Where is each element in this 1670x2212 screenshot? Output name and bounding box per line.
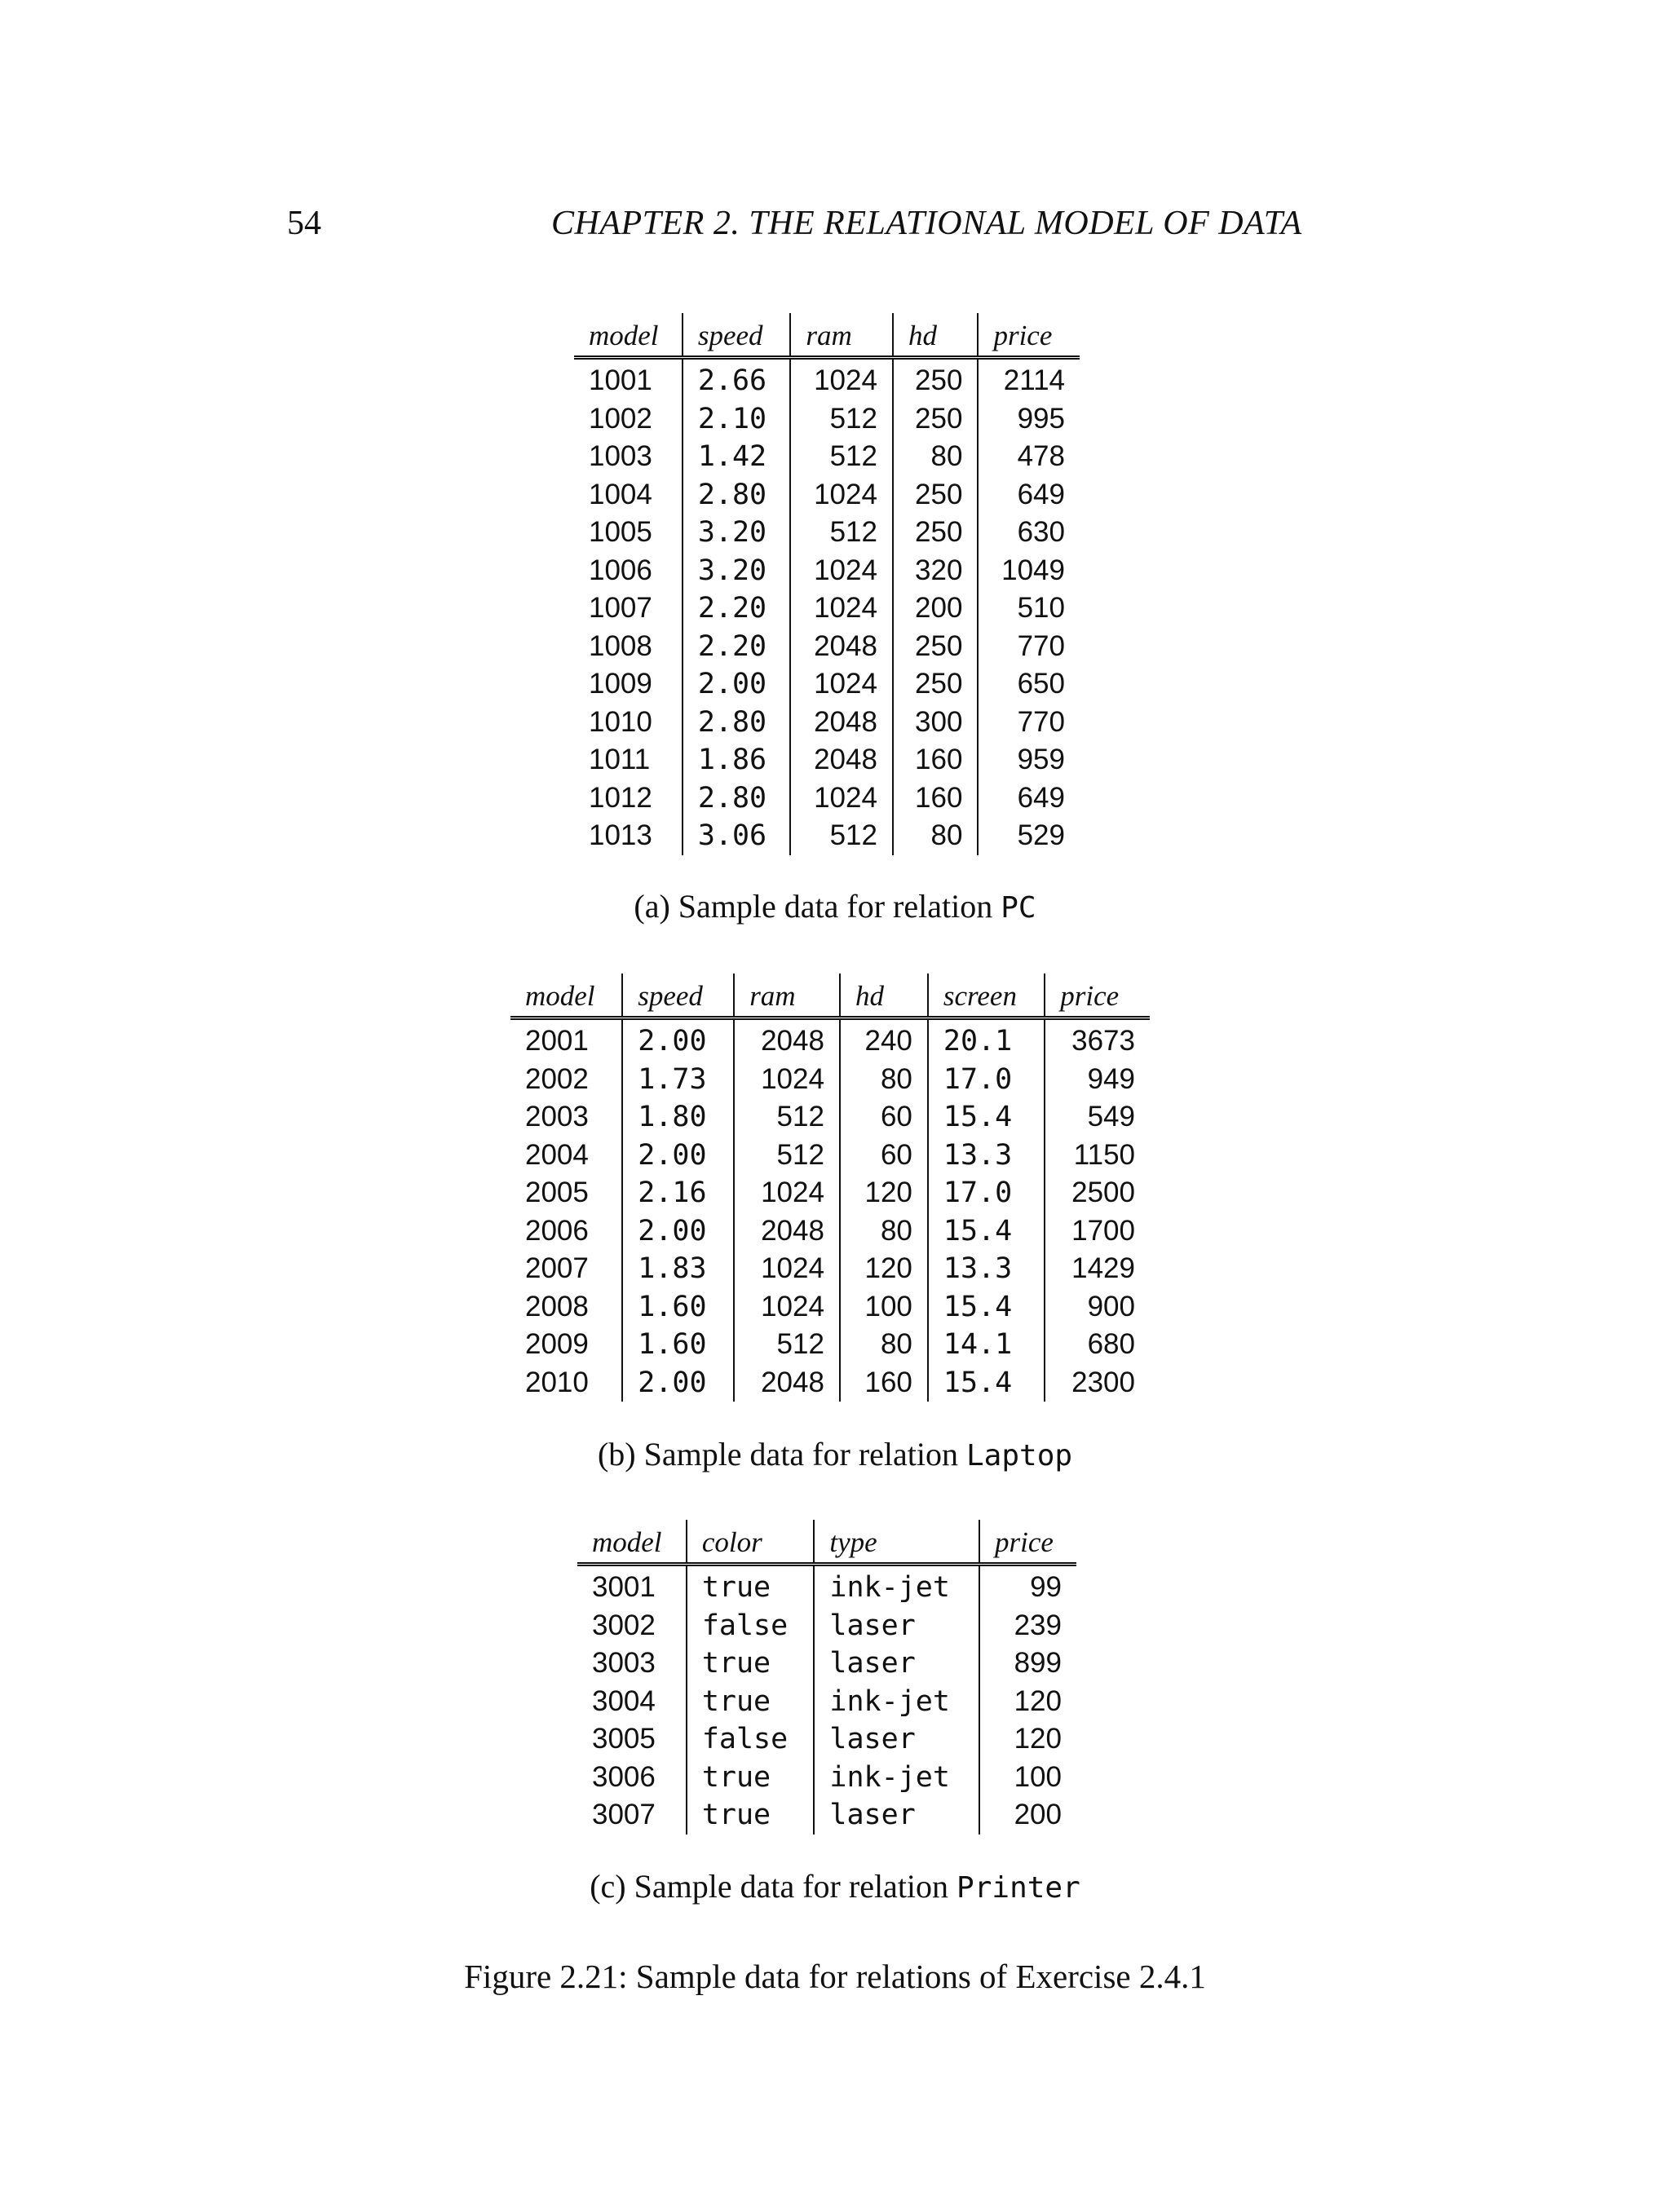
cell-ram: 1024	[790, 589, 893, 628]
cell-model: 1012	[589, 781, 652, 814]
cell-hd: 160	[893, 741, 978, 779]
cell-price: 2114	[978, 358, 1080, 400]
table-header-row	[574, 313, 1080, 358]
cell-ram: 2048	[734, 1364, 840, 1402]
cell-ram: 2048	[790, 704, 893, 742]
cell-color: true	[687, 1759, 815, 1797]
cell-hd: 160	[893, 779, 978, 818]
cell-type: ink-jet	[814, 1759, 979, 1797]
figure-caption: Figure 2.21: Sample data for relations of Exercise 2.4.1	[464, 1958, 1206, 1995]
cell-model: 1002	[589, 402, 652, 435]
column-header-speed: speed	[622, 974, 734, 1018]
cell-price: 120	[979, 1683, 1076, 1721]
cell-model: 2004	[525, 1138, 589, 1171]
cell-hd: 250	[893, 665, 978, 704]
cell-color: false	[687, 1607, 815, 1645]
table-row	[574, 665, 1080, 704]
cell-screen: 13.3	[928, 1250, 1045, 1288]
cell-price: 680	[1045, 1326, 1150, 1364]
table-row	[510, 1326, 1150, 1364]
cell-color: true	[687, 1796, 815, 1835]
cell-model: 2005	[525, 1177, 589, 1208]
cell-speed: 2.00	[622, 1212, 734, 1251]
cell-model: 2007	[525, 1252, 589, 1284]
cell-ram: 1024	[790, 779, 893, 818]
table-row	[574, 358, 1080, 400]
laptop-table	[510, 974, 1150, 1402]
cell-model: 1001	[589, 364, 652, 396]
caption-text: (c) Sample data for relation	[590, 1868, 957, 1905]
cell-price: 650	[978, 665, 1080, 704]
table-row	[574, 589, 1080, 628]
cell-model: 3001	[592, 1571, 656, 1603]
table-row	[574, 552, 1080, 590]
cell-price: 949	[1045, 1061, 1150, 1099]
cell-type: laser	[814, 1720, 979, 1759]
cell-speed: 3.20	[683, 552, 791, 590]
cell-color: true	[687, 1645, 815, 1683]
cell-ram: 512	[734, 1137, 840, 1175]
cell-speed: 2.80	[683, 476, 791, 514]
cell-hd: 250	[893, 400, 978, 439]
cell-hd: 250	[893, 476, 978, 514]
cell-price: 1049	[978, 552, 1080, 590]
cell-speed: 2.00	[622, 1018, 734, 1061]
cell-price: 649	[978, 779, 1080, 818]
cell-ram: 512	[790, 514, 893, 552]
cell-hd: 100	[840, 1288, 928, 1327]
cell-speed: 2.66	[683, 358, 791, 400]
column-header-model: model	[577, 1520, 687, 1565]
column-header-price: price	[978, 313, 1080, 358]
cell-price: 959	[978, 741, 1080, 779]
cell-speed: 1.73	[622, 1061, 734, 1099]
column-header-ram: ram	[790, 313, 893, 358]
cell-ram: 512	[790, 438, 893, 476]
column-header-ram: ram	[734, 974, 840, 1018]
column-header-model: model	[510, 974, 622, 1018]
cell-ram: 1024	[734, 1250, 840, 1288]
cell-screen: 15.4	[928, 1098, 1045, 1137]
cell-hd: 320	[893, 552, 978, 590]
caption-text: (b) Sample data for relation	[597, 1436, 966, 1472]
table-row	[577, 1565, 1076, 1607]
cell-ram: 1024	[790, 665, 893, 704]
cell-screen: 15.4	[928, 1364, 1045, 1402]
cell-model: 3003	[592, 1647, 656, 1679]
cell-price: 1700	[1045, 1212, 1150, 1251]
printer-caption	[0, 1864, 1670, 1911]
table-row	[510, 1212, 1150, 1251]
table-row	[510, 1288, 1150, 1327]
cell-type: laser	[814, 1645, 979, 1683]
cell-price: 200	[979, 1796, 1076, 1835]
cell-ram: 2048	[790, 741, 893, 779]
cell-type: laser	[814, 1796, 979, 1835]
cell-price: 649	[978, 476, 1080, 514]
cell-speed: 2.00	[622, 1137, 734, 1175]
cell-model: 2008	[525, 1290, 589, 1322]
cell-model: 1008	[589, 629, 652, 662]
cell-ram: 1024	[790, 476, 893, 514]
cell-speed: 1.80	[622, 1098, 734, 1137]
cell-ram: 2048	[734, 1212, 840, 1251]
table-row	[574, 817, 1080, 855]
caption-relation-name: PC	[1001, 891, 1036, 925]
printer-table	[577, 1520, 1076, 1835]
cell-ram: 512	[790, 400, 893, 439]
cell-speed: 1.60	[622, 1288, 734, 1327]
cell-speed: 3.06	[683, 817, 791, 855]
cell-model: 3005	[592, 1723, 656, 1755]
cell-speed: 2.00	[683, 665, 791, 704]
pc-caption	[0, 884, 1670, 931]
table-row	[510, 1061, 1150, 1099]
cell-speed: 1.86	[683, 741, 791, 779]
cell-price: 995	[978, 400, 1080, 439]
cell-price: 899	[979, 1645, 1076, 1683]
table-header-row	[510, 974, 1150, 1018]
table-row	[510, 1174, 1150, 1212]
cell-model: 1011	[589, 744, 651, 775]
cell-hd: 250	[893, 628, 978, 666]
caption-relation-name: Laptop	[966, 1439, 1073, 1472]
cell-price: 529	[978, 817, 1080, 855]
cell-color: true	[687, 1683, 815, 1721]
cell-screen: 14.1	[928, 1326, 1045, 1364]
table-row	[574, 779, 1080, 818]
cell-ram: 1024	[790, 358, 893, 400]
table-row	[577, 1607, 1076, 1645]
cell-screen: 15.4	[928, 1288, 1045, 1327]
table-row	[577, 1683, 1076, 1721]
table-row	[574, 741, 1080, 779]
cell-price: 549	[1045, 1098, 1150, 1137]
cell-model: 1010	[589, 705, 652, 738]
cell-price: 900	[1045, 1288, 1150, 1327]
column-header-price: price	[979, 1520, 1076, 1565]
table-row	[574, 704, 1080, 742]
cell-speed: 2.10	[683, 400, 791, 439]
cell-hd: 200	[893, 589, 978, 628]
cell-speed: 2.20	[683, 589, 791, 628]
cell-ram: 1024	[734, 1061, 840, 1099]
cell-price: 3673	[1045, 1018, 1150, 1061]
cell-speed: 1.60	[622, 1326, 734, 1364]
cell-hd: 120	[840, 1174, 928, 1212]
cell-price: 2500	[1045, 1174, 1150, 1212]
cell-ram: 1024	[734, 1174, 840, 1212]
cell-price: 770	[978, 628, 1080, 666]
cell-model: 1004	[589, 478, 652, 510]
table-row	[574, 514, 1080, 552]
table-row	[577, 1796, 1076, 1835]
page-number: 54	[287, 205, 321, 242]
cell-hd: 80	[840, 1061, 928, 1099]
cell-speed: 2.16	[622, 1174, 734, 1212]
table-header-row	[577, 1520, 1076, 1565]
cell-hd: 160	[840, 1364, 928, 1402]
table-row	[577, 1645, 1076, 1683]
cell-model: 1005	[589, 516, 652, 548]
cell-model: 2006	[525, 1214, 589, 1247]
column-header-price: price	[1045, 974, 1150, 1018]
cell-screen: 15.4	[928, 1212, 1045, 1251]
cell-price: 1429	[1045, 1250, 1150, 1288]
table-row	[510, 1098, 1150, 1137]
column-header-color: color	[687, 1520, 815, 1565]
cell-hd: 80	[840, 1326, 928, 1364]
table-row	[510, 1018, 1150, 1061]
cell-price: 510	[978, 589, 1080, 628]
cell-ram: 1024	[734, 1288, 840, 1327]
column-header-type: type	[814, 1520, 979, 1565]
cell-ram: 2048	[790, 628, 893, 666]
cell-model: 2003	[525, 1101, 589, 1132]
cell-model: 1003	[589, 440, 652, 472]
cell-hd: 300	[893, 704, 978, 742]
cell-price: 770	[978, 704, 1080, 742]
cell-speed: 1.83	[622, 1250, 734, 1288]
cell-hd: 80	[893, 817, 978, 855]
cell-model: 1013	[589, 819, 652, 851]
running-head: CHAPTER 2. THE RELATIONAL MODEL OF DATA	[551, 205, 1302, 242]
cell-ram: 512	[790, 817, 893, 855]
cell-price: 99	[979, 1565, 1076, 1607]
table-row	[574, 476, 1080, 514]
cell-hd: 120	[840, 1250, 928, 1288]
cell-speed: 1.42	[683, 438, 791, 476]
cell-type: ink-jet	[814, 1565, 979, 1607]
cell-model: 3006	[592, 1760, 656, 1793]
table-row	[510, 1364, 1150, 1402]
cell-ram: 512	[734, 1326, 840, 1364]
cell-hd: 240	[840, 1018, 928, 1061]
cell-price: 100	[979, 1759, 1076, 1797]
cell-color: true	[687, 1565, 815, 1607]
laptop-caption	[0, 1432, 1670, 1479]
table-row	[574, 400, 1080, 439]
table-row	[510, 1137, 1150, 1175]
cell-hd: 60	[840, 1137, 928, 1175]
cell-screen: 17.0	[928, 1174, 1045, 1212]
caption-relation-name: Printer	[956, 1871, 1080, 1905]
table-row	[574, 628, 1080, 666]
cell-type: ink-jet	[814, 1683, 979, 1721]
table-row	[574, 438, 1080, 476]
cell-model: 2001	[525, 1025, 589, 1057]
cell-price: 1150	[1045, 1137, 1150, 1175]
table-row	[510, 1250, 1150, 1288]
cell-price: 239	[979, 1607, 1076, 1645]
column-header-hd: hd	[893, 313, 978, 358]
cell-model: 3007	[592, 1799, 656, 1830]
caption-text: (a) Sample data for relation	[634, 888, 1001, 925]
cell-price: 2300	[1045, 1364, 1150, 1402]
column-header-speed: speed	[683, 313, 791, 358]
cell-price: 630	[978, 514, 1080, 552]
pc-table	[574, 313, 1080, 855]
column-header-screen: screen	[928, 974, 1045, 1018]
cell-hd: 80	[840, 1212, 928, 1251]
cell-speed: 2.00	[622, 1364, 734, 1402]
cell-hd: 60	[840, 1098, 928, 1137]
column-header-hd: hd	[840, 974, 928, 1018]
cell-screen: 17.0	[928, 1061, 1045, 1099]
cell-speed: 2.20	[683, 628, 791, 666]
cell-ram: 512	[734, 1098, 840, 1137]
cell-model: 2009	[525, 1328, 589, 1360]
cell-model: 1007	[589, 592, 652, 624]
table-row	[577, 1720, 1076, 1759]
cell-model: 1009	[589, 668, 652, 700]
cell-model: 3004	[592, 1684, 656, 1717]
cell-ram: 2048	[734, 1018, 840, 1061]
cell-speed: 2.80	[683, 704, 791, 742]
cell-hd: 250	[893, 514, 978, 552]
cell-model: 3002	[592, 1609, 656, 1641]
cell-hd: 80	[893, 438, 978, 476]
column-header-model: model	[574, 313, 683, 358]
cell-screen: 13.3	[928, 1137, 1045, 1175]
cell-type: laser	[814, 1607, 979, 1645]
cell-model: 1006	[589, 554, 652, 586]
cell-screen: 20.1	[928, 1018, 1045, 1061]
cell-speed: 3.20	[683, 514, 791, 552]
table-row	[577, 1759, 1076, 1797]
cell-price: 478	[978, 438, 1080, 476]
cell-model: 2010	[525, 1366, 589, 1398]
cell-speed: 2.80	[683, 779, 791, 818]
cell-price: 120	[979, 1720, 1076, 1759]
cell-hd: 250	[893, 358, 978, 400]
cell-color: false	[687, 1720, 815, 1759]
cell-model: 2002	[525, 1062, 589, 1095]
cell-ram: 1024	[790, 552, 893, 590]
